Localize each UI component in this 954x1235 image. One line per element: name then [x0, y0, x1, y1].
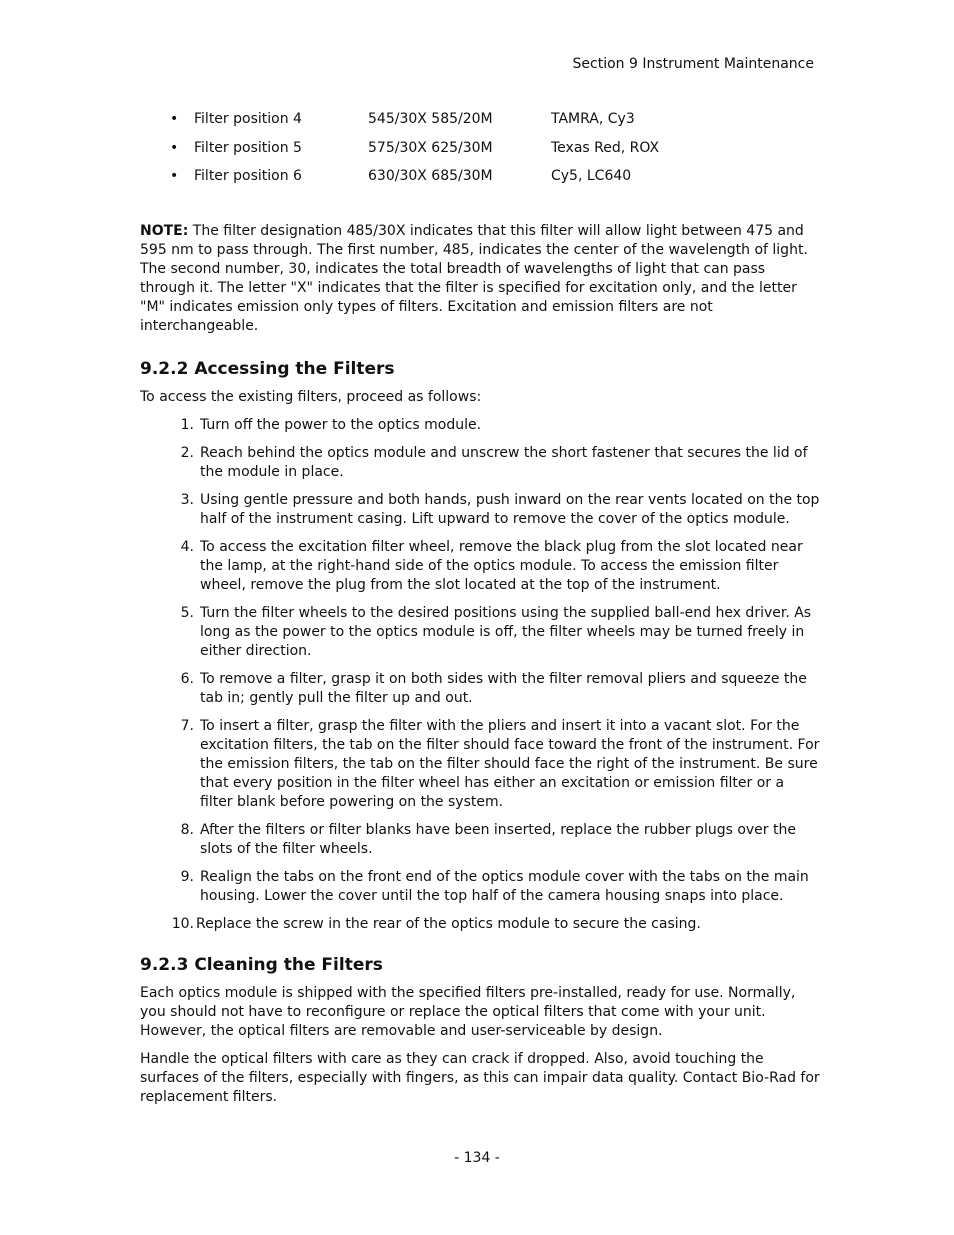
step-number: 8. — [180, 821, 194, 838]
step-number: 1. — [180, 416, 194, 433]
bullet: • — [170, 111, 179, 127]
step-number: 4. — [180, 538, 194, 555]
step-text: Replace the screw in the rear of the optics module to secure the casing. — [196, 915, 701, 932]
note-text: The filter designation 485/30X indicates that this filter will allow light between 475 and 595 nm to pass through. The first number, 485, indicates the center of the wavelength of light. The second number, 30, indicates the total breadth of wavelengths of light that can pass through it. The letter "X" indicates that the filter is specified for excitation only, and the letter "M" indicates emission only types of filters. Excitation and emission filters are not interchangeable. — [140, 222, 808, 334]
step-text: Turn off the power to the optics module. — [200, 416, 482, 433]
page-content — [140, 110, 820, 1107]
section-heading-accessing: 9.2.2 Accessing the Filters — [140, 358, 395, 379]
step-item — [140, 821, 820, 859]
accessing-intro: To access the existing filters, proceed as follows: — [140, 388, 482, 405]
page-header: Section 9 Instrument Maintenance — [572, 56, 814, 72]
filter-position: Filter position 6 — [194, 168, 302, 184]
step-text: Turn the filter wheels to the desired positions using the supplied ball-end hex driver. As long as the power to the optics module is off, the filter wheels may be turned freely in either direction. — [200, 604, 812, 659]
filter-designation: 630/30X 685/30M — [368, 168, 493, 184]
step-item — [140, 444, 820, 482]
filter-position: Filter position 4 — [194, 111, 302, 127]
step-item — [140, 915, 820, 934]
step-item — [140, 491, 820, 529]
section-heading-cleaning: 9.2.3 Cleaning the Filters — [140, 954, 383, 975]
step-item — [140, 538, 820, 595]
filter-list — [140, 110, 820, 196]
step-item — [140, 670, 820, 708]
filter-row — [140, 139, 820, 168]
filter-dyes: TAMRA, Cy3 — [551, 111, 635, 127]
cleaning-paragraph: Each optics module is shipped with the specified filters pre-installed, ready for use. Normally, you should not have to reconfigure or replace the optical filters that come with your unit. However, the optical filters are removable and user-serviceable by design. — [140, 984, 796, 1039]
step-number: 3. — [180, 491, 194, 508]
filter-row — [140, 167, 820, 196]
step-number: 2. — [180, 444, 194, 461]
filter-dyes: Texas Red, ROX — [551, 139, 660, 156]
step-text: To insert a filter, grasp the filter with the pliers and insert it into a vacant slot. For the excitation filters, the tab on the filter should face toward the front of the instrument. For the emission filters, the tab on the filter should face the right of the instrument. Be sure that every position in the filter wheel has either an excitation or emission filter or a filter blank before powering on the system. — [200, 717, 820, 810]
step-text: To remove a filter, grasp it on both sides with the filter removal pliers and squeeze the tab in; gently pull the filter up and out. — [200, 670, 807, 706]
accessing-steps — [140, 416, 820, 934]
step-item — [140, 868, 820, 906]
step-number: 7. — [180, 717, 194, 734]
filter-designation: 545/30X 585/20M — [368, 111, 493, 127]
filter-dyes: Cy5, LC640 — [551, 168, 632, 184]
note-paragraph — [140, 222, 820, 336]
filter-position: Filter position 5 — [194, 139, 302, 156]
step-item — [140, 416, 820, 435]
filter-designation: 575/30X 625/30M — [368, 139, 493, 156]
step-text: To access the excitation filter wheel, remove the black plug from the slot located near the lamp, at the right-hand side of the optics module. To access the emission filter wheel, remove the plug from the slot located at the top of the instrument. — [200, 538, 803, 593]
step-number: 6. — [180, 670, 194, 687]
filter-row — [140, 110, 820, 139]
step-number: 9. — [180, 868, 194, 885]
bullet: • — [170, 168, 179, 184]
step-item — [140, 604, 820, 661]
step-text: Using gentle pressure and both hands, push inward on the rear vents located on the top half of the instrument casing. Lift upward to remove the cover of the optics module. — [200, 491, 820, 527]
step-number: 10. — [171, 915, 194, 932]
step-text: Realign the tabs on the front end of the optics module cover with the tabs on the main housing. Lower the cover until the top half of the camera housing snaps into place. — [200, 868, 809, 904]
note-label: NOTE: — [140, 222, 189, 239]
step-number: 5. — [180, 604, 194, 621]
step-text: Reach behind the optics module and unscrew the short fastener that secures the lid of the module in place. — [200, 444, 808, 480]
page-number: - 134 - — [454, 1150, 500, 1166]
step-text: After the filters or filter blanks have been inserted, replace the rubber plugs over the slots of the filter wheels. — [200, 821, 796, 857]
step-item — [140, 717, 820, 812]
bullet: • — [170, 139, 179, 156]
cleaning-paragraph: Handle the optical filters with care as they can crack if dropped. Also, avoid touching the surfaces of the filters, especially with fingers, as this can impair data quality. Contact Bio-Rad for replacement filters. — [140, 1050, 820, 1105]
